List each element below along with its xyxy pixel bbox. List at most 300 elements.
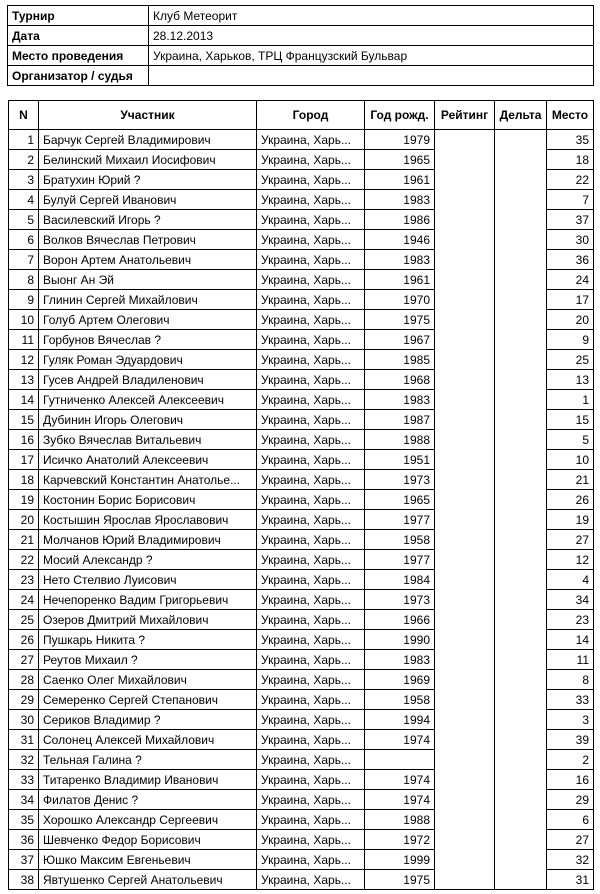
cell-place: 32	[547, 850, 594, 870]
cell-participant: Нечепоренко Вадим Григорьевич	[39, 590, 257, 610]
cell-delta	[495, 730, 547, 750]
cell-participant: Сериков Владимир ?	[39, 710, 257, 730]
cell-rating	[435, 470, 495, 490]
cell-city: Украина, Харь...	[257, 170, 365, 190]
header-participant: Участник	[39, 101, 257, 130]
cell-participant: Тельная Галина ?	[39, 750, 257, 770]
cell-number: 15	[9, 410, 39, 430]
cell-delta	[495, 410, 547, 430]
table-row	[9, 770, 594, 790]
table-row	[9, 150, 594, 170]
cell-participant: Пушкарь Никита ?	[39, 630, 257, 650]
header-delta: Дельта	[495, 101, 547, 130]
cell-place: 35	[547, 130, 594, 150]
cell-number: 4	[9, 190, 39, 210]
cell-place: 27	[547, 830, 594, 850]
cell-participant: Юшко Максим Евгеньевич	[39, 850, 257, 870]
table-row	[9, 730, 594, 750]
cell-delta	[495, 170, 547, 190]
cell-birth-year: 1965	[365, 490, 435, 510]
cell-city: Украина, Харь...	[257, 550, 365, 570]
cell-birth-year: 1979	[365, 130, 435, 150]
organizer-value	[149, 66, 594, 86]
cell-rating	[435, 130, 495, 150]
cell-participant: Дубинин Игорь Олегович	[39, 410, 257, 430]
cell-number: 25	[9, 610, 39, 630]
cell-delta	[495, 630, 547, 650]
results-body	[9, 130, 594, 890]
cell-participant: Зубко Вячеслав Витальевич	[39, 430, 257, 450]
cell-delta	[495, 370, 547, 390]
cell-place: 6	[547, 810, 594, 830]
cell-birth-year: 1988	[365, 810, 435, 830]
cell-participant: Барчук Сергей Владимирович	[39, 130, 257, 150]
cell-city: Украина, Харь...	[257, 370, 365, 390]
cell-place: 26	[547, 490, 594, 510]
cell-birth-year: 1968	[365, 370, 435, 390]
cell-birth-year: 1946	[365, 230, 435, 250]
cell-delta	[495, 150, 547, 170]
cell-participant: Глинин Сергей Михайлович	[39, 290, 257, 310]
cell-number: 18	[9, 470, 39, 490]
cell-number: 38	[9, 870, 39, 890]
cell-place: 19	[547, 510, 594, 530]
cell-rating	[435, 610, 495, 630]
cell-place: 10	[547, 450, 594, 470]
cell-delta	[495, 250, 547, 270]
table-row	[9, 450, 594, 470]
cell-number: 14	[9, 390, 39, 410]
cell-birth-year: 1975	[365, 870, 435, 890]
cell-birth-year: 1973	[365, 470, 435, 490]
cell-birth-year: 1983	[365, 650, 435, 670]
cell-place: 39	[547, 730, 594, 750]
cell-birth-year: 1970	[365, 290, 435, 310]
venue-label: Место проведения	[8, 46, 149, 66]
table-row	[9, 430, 594, 450]
cell-city: Украина, Харь...	[257, 490, 365, 510]
cell-rating	[435, 870, 495, 890]
header-birth-year: Год рожд.	[365, 101, 435, 130]
cell-number: 17	[9, 450, 39, 470]
cell-number: 34	[9, 790, 39, 810]
cell-city: Украина, Харь...	[257, 230, 365, 250]
organizer-label: Организатор / судья	[8, 66, 149, 86]
cell-birth-year: 1986	[365, 210, 435, 230]
tournament-row	[8, 6, 594, 26]
cell-rating	[435, 850, 495, 870]
cell-rating	[435, 410, 495, 430]
cell-city: Украина, Харь...	[257, 610, 365, 630]
table-row	[9, 690, 594, 710]
cell-delta	[495, 510, 547, 530]
cell-birth-year: 1983	[365, 250, 435, 270]
cell-birth-year: 1977	[365, 510, 435, 530]
cell-place: 16	[547, 770, 594, 790]
cell-birth-year: 1987	[365, 410, 435, 430]
cell-delta	[495, 450, 547, 470]
cell-birth-year: 1983	[365, 190, 435, 210]
cell-rating	[435, 770, 495, 790]
table-row	[9, 670, 594, 690]
cell-rating	[435, 350, 495, 370]
cell-delta	[495, 690, 547, 710]
cell-birth-year	[365, 750, 435, 770]
table-row	[9, 710, 594, 730]
cell-birth-year: 1994	[365, 710, 435, 730]
cell-rating	[435, 370, 495, 390]
cell-place: 36	[547, 250, 594, 270]
cell-birth-year: 1974	[365, 770, 435, 790]
cell-place: 29	[547, 790, 594, 810]
cell-birth-year: 1974	[365, 730, 435, 750]
cell-number: 26	[9, 630, 39, 650]
cell-place: 14	[547, 630, 594, 650]
table-row	[9, 830, 594, 850]
cell-city: Украина, Харь...	[257, 690, 365, 710]
cell-place: 8	[547, 670, 594, 690]
cell-rating	[435, 650, 495, 670]
table-row	[9, 130, 594, 150]
cell-rating	[435, 150, 495, 170]
cell-place: 33	[547, 690, 594, 710]
table-row	[9, 170, 594, 190]
cell-rating	[435, 310, 495, 330]
cell-participant: Гусев Андрей Владиленович	[39, 370, 257, 390]
cell-delta	[495, 230, 547, 250]
table-row	[9, 550, 594, 570]
cell-number: 36	[9, 830, 39, 850]
cell-number: 29	[9, 690, 39, 710]
cell-number: 5	[9, 210, 39, 230]
cell-place: 11	[547, 650, 594, 670]
cell-number: 37	[9, 850, 39, 870]
table-row	[9, 390, 594, 410]
cell-delta	[495, 530, 547, 550]
cell-delta	[495, 790, 547, 810]
cell-city: Украина, Харь...	[257, 650, 365, 670]
cell-place: 17	[547, 290, 594, 310]
cell-city: Украина, Харь...	[257, 870, 365, 890]
cell-delta	[495, 350, 547, 370]
cell-participant: Горбунов Вячеслав ?	[39, 330, 257, 350]
date-value: 28.12.2013	[149, 26, 594, 46]
table-row	[9, 610, 594, 630]
cell-place: 30	[547, 230, 594, 250]
cell-place: 4	[547, 570, 594, 590]
cell-rating	[435, 270, 495, 290]
cell-number: 20	[9, 510, 39, 530]
cell-rating	[435, 510, 495, 530]
table-row	[9, 370, 594, 390]
venue-row	[8, 46, 594, 66]
cell-place: 24	[547, 270, 594, 290]
cell-delta	[495, 770, 547, 790]
cell-rating	[435, 730, 495, 750]
table-row	[9, 850, 594, 870]
cell-city: Украина, Харь...	[257, 810, 365, 830]
cell-delta	[495, 550, 547, 570]
cell-city: Украина, Харь...	[257, 590, 365, 610]
cell-rating	[435, 750, 495, 770]
cell-place: 34	[547, 590, 594, 610]
cell-rating	[435, 830, 495, 850]
cell-participant: Саенко Олег Михайлович	[39, 670, 257, 690]
cell-place: 18	[547, 150, 594, 170]
table-row	[9, 510, 594, 530]
cell-rating	[435, 250, 495, 270]
cell-city: Украина, Харь...	[257, 290, 365, 310]
cell-birth-year: 1988	[365, 430, 435, 450]
cell-delta	[495, 710, 547, 730]
cell-number: 2	[9, 150, 39, 170]
table-row	[9, 250, 594, 270]
cell-participant: Выонг Ан Эй	[39, 270, 257, 290]
table-row	[9, 870, 594, 890]
table-row	[9, 290, 594, 310]
tournament-info-table	[7, 5, 594, 86]
cell-city: Украина, Харь...	[257, 330, 365, 350]
table-row	[9, 570, 594, 590]
cell-city: Украина, Харь...	[257, 250, 365, 270]
cell-delta	[495, 650, 547, 670]
cell-participant: Белинский Михаил Иосифович	[39, 150, 257, 170]
cell-rating	[435, 570, 495, 590]
cell-number: 30	[9, 710, 39, 730]
cell-city: Украина, Харь...	[257, 470, 365, 490]
table-row	[9, 810, 594, 830]
cell-participant: Шевченко Федор Борисович	[39, 830, 257, 850]
cell-participant: Филатов Денис ?	[39, 790, 257, 810]
cell-birth-year: 1966	[365, 610, 435, 630]
cell-rating	[435, 710, 495, 730]
cell-number: 21	[9, 530, 39, 550]
cell-delta	[495, 470, 547, 490]
cell-delta	[495, 430, 547, 450]
table-row	[9, 330, 594, 350]
cell-delta	[495, 270, 547, 290]
cell-city: Украина, Харь...	[257, 670, 365, 690]
cell-birth-year: 1951	[365, 450, 435, 470]
header-n: N	[9, 101, 39, 130]
cell-number: 10	[9, 310, 39, 330]
cell-city: Украина, Харь...	[257, 190, 365, 210]
tournament-value: Клуб Метеорит	[149, 6, 594, 26]
cell-city: Украина, Харь...	[257, 150, 365, 170]
cell-number: 28	[9, 670, 39, 690]
cell-city: Украина, Харь...	[257, 530, 365, 550]
cell-rating	[435, 630, 495, 650]
cell-birth-year: 1958	[365, 530, 435, 550]
table-row	[9, 190, 594, 210]
tournament-label: Турнир	[8, 6, 149, 26]
cell-city: Украина, Харь...	[257, 830, 365, 850]
cell-participant: Булуй Сергей Иванович	[39, 190, 257, 210]
cell-number: 22	[9, 550, 39, 570]
cell-place: 13	[547, 370, 594, 390]
cell-place: 23	[547, 610, 594, 630]
cell-participant: Голуб Артем Олегович	[39, 310, 257, 330]
header-rating: Рейтинг	[435, 101, 495, 130]
cell-participant: Титаренко Владимир Иванович	[39, 770, 257, 790]
cell-place: 5	[547, 430, 594, 450]
cell-place: 27	[547, 530, 594, 550]
cell-rating	[435, 690, 495, 710]
cell-number: 35	[9, 810, 39, 830]
cell-number: 19	[9, 490, 39, 510]
cell-participant: Костышин Ярослав Ярославович	[39, 510, 257, 530]
cell-city: Украина, Харь...	[257, 750, 365, 770]
cell-delta	[495, 610, 547, 630]
cell-participant: Мосий Александр ?	[39, 550, 257, 570]
cell-number: 8	[9, 270, 39, 290]
cell-number: 23	[9, 570, 39, 590]
cell-rating	[435, 330, 495, 350]
cell-birth-year: 1965	[365, 150, 435, 170]
table-row	[9, 210, 594, 230]
cell-birth-year: 1958	[365, 690, 435, 710]
table-row	[9, 590, 594, 610]
cell-participant: Костонин Борис Борисович	[39, 490, 257, 510]
cell-rating	[435, 670, 495, 690]
cell-rating	[435, 230, 495, 250]
cell-delta	[495, 310, 547, 330]
cell-participant: Карчевский Константин Анатолье...	[39, 470, 257, 490]
cell-number: 27	[9, 650, 39, 670]
table-row	[9, 270, 594, 290]
cell-delta	[495, 590, 547, 610]
cell-birth-year: 1984	[365, 570, 435, 590]
cell-delta	[495, 290, 547, 310]
cell-participant: Озеров Дмитрий Михайлович	[39, 610, 257, 630]
date-label: Дата	[8, 26, 149, 46]
cell-rating	[435, 390, 495, 410]
cell-number: 12	[9, 350, 39, 370]
cell-birth-year: 1967	[365, 330, 435, 350]
table-row	[9, 350, 594, 370]
cell-rating	[435, 790, 495, 810]
cell-delta	[495, 130, 547, 150]
cell-number: 9	[9, 290, 39, 310]
cell-delta	[495, 210, 547, 230]
table-row	[9, 750, 594, 770]
cell-city: Украина, Харь...	[257, 570, 365, 590]
cell-delta	[495, 870, 547, 890]
cell-birth-year: 1999	[365, 850, 435, 870]
cell-participant: Волков Вячеслав Петрович	[39, 230, 257, 250]
cell-place: 7	[547, 190, 594, 210]
cell-city: Украина, Харь...	[257, 350, 365, 370]
table-row	[9, 790, 594, 810]
cell-birth-year: 1977	[365, 550, 435, 570]
cell-number: 7	[9, 250, 39, 270]
table-row	[9, 630, 594, 650]
cell-delta	[495, 830, 547, 850]
cell-number: 32	[9, 750, 39, 770]
cell-participant: Василевский Игорь ?	[39, 210, 257, 230]
cell-participant: Братухин Юрий ?	[39, 170, 257, 190]
cell-city: Украина, Харь...	[257, 130, 365, 150]
cell-place: 15	[547, 410, 594, 430]
cell-delta	[495, 330, 547, 350]
cell-city: Украина, Харь...	[257, 270, 365, 290]
cell-rating	[435, 810, 495, 830]
cell-participant: Гутниченко Алексей Алексеевич	[39, 390, 257, 410]
cell-rating	[435, 190, 495, 210]
table-row	[9, 410, 594, 430]
cell-city: Украина, Харь...	[257, 430, 365, 450]
cell-city: Украина, Харь...	[257, 630, 365, 650]
cell-participant: Семеренко Сергей Степанович	[39, 690, 257, 710]
header-place: Место	[547, 101, 594, 130]
cell-rating	[435, 550, 495, 570]
cell-rating	[435, 210, 495, 230]
cell-city: Украина, Харь...	[257, 770, 365, 790]
cell-delta	[495, 490, 547, 510]
cell-rating	[435, 490, 495, 510]
cell-place: 20	[547, 310, 594, 330]
cell-city: Украина, Харь...	[257, 730, 365, 750]
cell-birth-year: 1961	[365, 270, 435, 290]
cell-delta	[495, 810, 547, 830]
cell-birth-year: 1969	[365, 670, 435, 690]
cell-birth-year: 1961	[365, 170, 435, 190]
cell-birth-year: 1985	[365, 350, 435, 370]
table-row	[9, 530, 594, 550]
cell-number: 11	[9, 330, 39, 350]
table-row	[9, 650, 594, 670]
cell-participant: Реутов Михаил ?	[39, 650, 257, 670]
cell-participant: Ворон Артем Анатольевич	[39, 250, 257, 270]
cell-birth-year: 1990	[365, 630, 435, 650]
cell-number: 13	[9, 370, 39, 390]
cell-participant: Исичко Анатолий Алексеевич	[39, 450, 257, 470]
cell-participant: Нето Стелвио Луисович	[39, 570, 257, 590]
cell-city: Украина, Харь...	[257, 210, 365, 230]
cell-number: 33	[9, 770, 39, 790]
cell-participant: Молчанов Юрий Владимирович	[39, 530, 257, 550]
cell-rating	[435, 290, 495, 310]
cell-participant: Явтушенко Сергей Анатольевич	[39, 870, 257, 890]
table-row	[9, 490, 594, 510]
cell-participant: Хорошко Александр Сергеевич	[39, 810, 257, 830]
cell-place: 25	[547, 350, 594, 370]
cell-city: Украина, Харь...	[257, 310, 365, 330]
cell-delta	[495, 670, 547, 690]
table-row	[9, 230, 594, 250]
cell-birth-year: 1973	[365, 590, 435, 610]
cell-rating	[435, 430, 495, 450]
cell-number: 3	[9, 170, 39, 190]
cell-birth-year: 1974	[365, 790, 435, 810]
cell-place: 21	[547, 470, 594, 490]
cell-place: 3	[547, 710, 594, 730]
header-row	[9, 101, 594, 130]
cell-place: 2	[547, 750, 594, 770]
cell-birth-year: 1975	[365, 310, 435, 330]
results-table	[8, 100, 594, 890]
cell-place: 22	[547, 170, 594, 190]
cell-delta	[495, 570, 547, 590]
cell-rating	[435, 450, 495, 470]
cell-number: 31	[9, 730, 39, 750]
cell-city: Украина, Харь...	[257, 850, 365, 870]
cell-place: 31	[547, 870, 594, 890]
cell-number: 16	[9, 430, 39, 450]
venue-value: Украина, Харьков, ТРЦ Французский Бульвар	[149, 46, 594, 66]
header-city: Город	[257, 101, 365, 130]
cell-number: 6	[9, 230, 39, 250]
